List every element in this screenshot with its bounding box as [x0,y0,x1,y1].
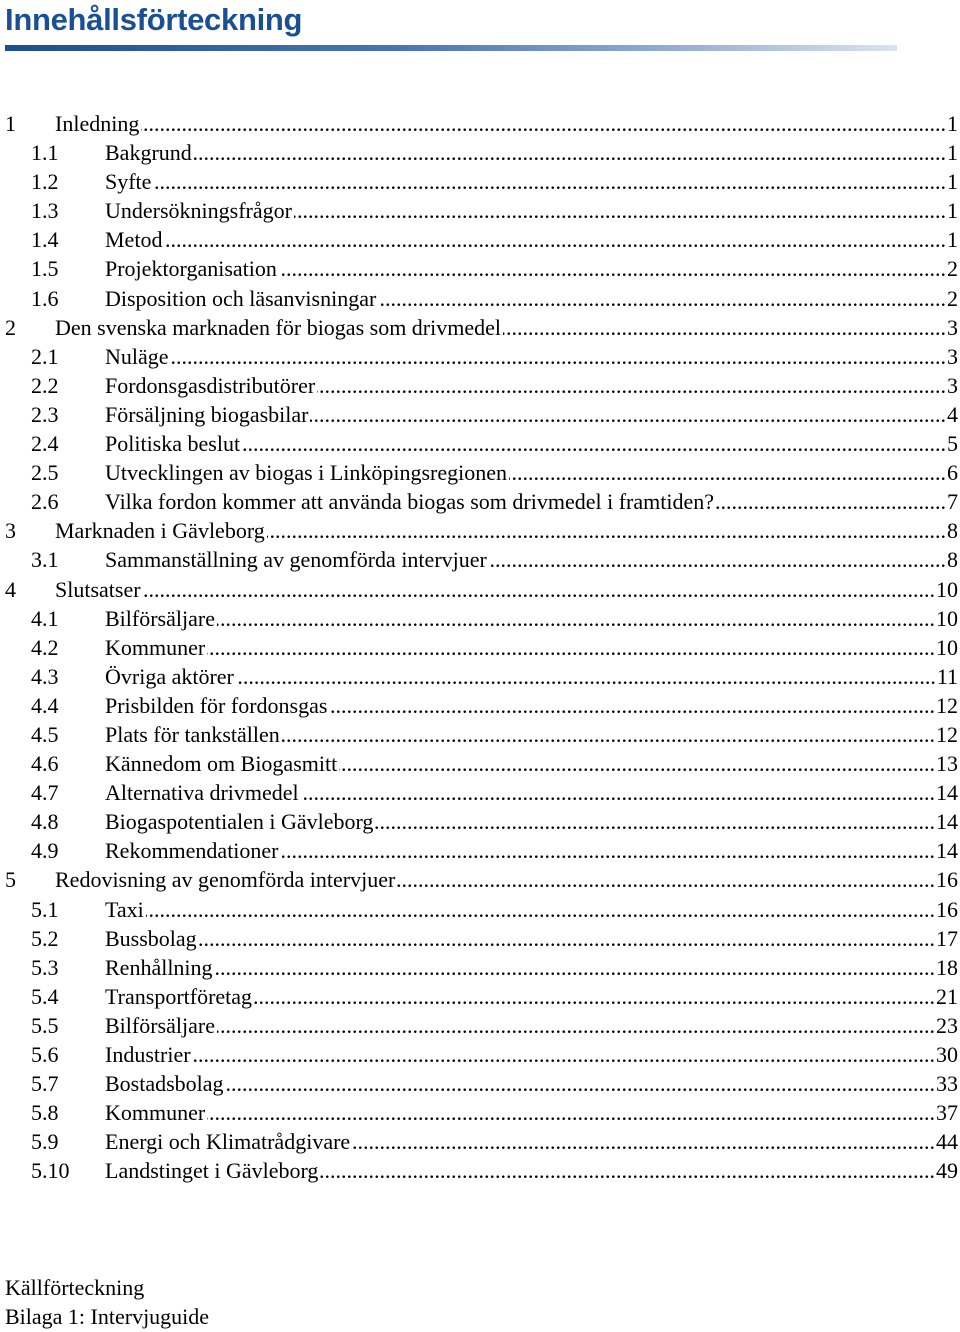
toc-entry-number: 1.4 [31,227,59,253]
toc-entry-title[interactable]: Slutsatser [55,576,141,602]
toc-entry-page: 1 [947,227,958,253]
toc-entry[interactable] [0,953,960,982]
toc-entry-page: 8 [947,518,958,544]
toc-entry-number: 1.6 [31,285,59,311]
toc-entry-page: 14 [936,809,958,835]
toc-dot-leader [226,1069,935,1098]
toc-dot-leader [489,545,946,574]
toc-entry[interactable] [0,749,960,778]
toc-dot-leader [207,633,935,662]
toc-dot-leader [217,604,935,633]
toc-dot-leader [281,836,935,865]
toc-entry-page: 13 [936,751,958,777]
toc-dot-leader [503,313,946,342]
toc-dot-leader [141,109,946,138]
toc-entry-number: 4.1 [31,605,59,631]
toc-entry-title[interactable]: Inledning [55,111,140,136]
toc-entry-page: 3 [947,314,958,340]
toc-entry[interactable] [0,138,960,167]
toc-dot-leader [143,575,935,604]
toc-entry-page: 2 [947,285,958,311]
toc-entry-title[interactable]: Fordonsgasdistributörer [105,372,316,398]
toc-dot-leader [153,167,946,196]
toc-entry-title[interactable]: Energi och Klimatrådgivare [105,1129,351,1155]
toc-entry[interactable] [0,429,960,458]
toc-entry-number: 4.6 [31,751,59,777]
toc-entry-title[interactable]: Nuläge [105,343,169,369]
toc-entry-number: 4 [5,576,16,602]
toc-entry-page: 1 [947,140,958,166]
toc-entry[interactable] [0,516,960,545]
toc-entry[interactable] [0,196,960,225]
toc-entry-title[interactable]: Kännedom om Biogasmitt [105,751,338,777]
toc-entry[interactable] [0,109,960,138]
toc-entry-number: 1 [5,111,16,136]
toc-entry[interactable] [0,225,960,254]
toc-entry-title[interactable]: Redovisning av genomförda intervjuer [55,867,396,893]
toc-entry-page: 2 [947,256,958,282]
toc-entry-title[interactable]: Vilka fordon kommer att använda biogas som drivmedel i framtiden? [105,489,715,515]
toc-entry[interactable] [0,1127,960,1156]
toc-entry-page: 37 [936,1100,958,1126]
toc-entry-number: 3.1 [31,547,59,573]
toc-dot-leader [375,807,935,836]
toc-entry-title[interactable]: Syfte [105,169,152,195]
toc-entry-number: 4.2 [31,634,59,660]
toc-dot-leader [279,254,946,283]
toc-entry-title[interactable]: Taxi [105,896,144,922]
toc-dot-leader [217,1011,935,1040]
toc-dot-leader [164,225,946,254]
toc-entry-number: 2 [5,314,16,340]
toc-entry-number: 2.1 [31,343,59,369]
toc-dot-leader [301,778,935,807]
appendix-entry[interactable]: Bilaga 1: Intervjuguide [5,1304,210,1329]
toc-entry-page: 3 [947,343,958,369]
toc-entry-page: 4 [947,401,958,427]
toc-entry-number: 2.5 [31,460,59,486]
toc-entry-title[interactable]: Den svenska marknaden för biogas som drivmedel [55,314,501,340]
references-entry[interactable]: Källförteckning [5,1275,145,1300]
toc-entry[interactable] [0,895,960,924]
toc-entry-title[interactable]: Metod [105,227,163,253]
toc-entry-page: 10 [936,634,958,660]
toc-entry-page: 18 [936,954,958,980]
toc-entry-page: 44 [936,1129,958,1155]
toc-entry[interactable] [0,284,960,313]
toc-dot-leader [378,284,946,313]
toc-entry-title[interactable]: Disposition och läsanvisningar [105,285,377,311]
toc-entry-number: 1.1 [31,140,59,166]
toc-entry[interactable] [0,1011,960,1040]
toc-entry-title[interactable]: Bilförsäljare [105,605,215,631]
toc-entry-number: 2.3 [31,401,59,427]
toc-entry-page: 5 [947,431,958,457]
toc-entry-number: 5.2 [31,925,59,951]
toc-entry-number: 4.5 [31,721,59,747]
toc-entry-title[interactable]: Kommuner [105,1100,206,1126]
toc-dot-leader [397,865,935,894]
toc-entry[interactable] [0,545,960,574]
toc-entry-title[interactable]: Marknaden i Gävleborg [55,518,265,544]
toc-entry-number: 5.1 [31,896,59,922]
toc-entry-page: 30 [936,1042,958,1067]
toc-entry[interactable] [0,778,960,807]
toc-entry-number: 2.6 [31,489,59,515]
toc-entry-page: 14 [936,838,958,864]
toc-entry-title[interactable]: Alternativa drivmedel [105,780,299,806]
toc-entry[interactable] [0,982,960,1011]
toc-entry-title[interactable]: Industrier [105,1042,191,1067]
toc-entry[interactable] [0,575,960,604]
toc-entry[interactable] [0,604,960,633]
toc-entry-page: 16 [936,867,958,893]
toc-entry-title[interactable]: Landstinget i Gävleborg [105,1158,319,1184]
toc-entry-title[interactable]: Bilförsäljare [105,1012,215,1038]
toc-entry-page: 10 [936,576,958,602]
toc-dot-leader [339,749,935,778]
toc-entry-title[interactable]: Bussbolag [105,925,197,951]
toc-dot-leader [509,458,946,487]
toc-entry[interactable] [0,807,960,836]
toc-dot-leader [242,429,946,458]
toc-dot-leader [199,924,935,953]
toc-entry[interactable] [0,720,960,749]
toc-entry-title[interactable]: Bakgrund [105,140,192,166]
toc-entry-title[interactable]: Biogaspotentialen i Gävleborg [105,809,374,835]
toc-entry-number: 5.3 [31,954,59,980]
toc-entry-number: 1.3 [31,198,59,224]
toc-entry-page: 1 [947,111,958,136]
toc-entry-title[interactable]: Projektorganisation [105,256,277,282]
toc-entry[interactable] [0,662,960,691]
toc-entry-title[interactable]: Transportföretag [105,983,253,1009]
toc-entry-number: 4.7 [31,780,59,806]
toc-entry[interactable] [0,371,960,400]
toc-entry-number: 4.4 [31,692,59,718]
toc-entry-number: 5.8 [31,1100,59,1126]
toc-entry-number: 1.2 [31,169,59,195]
toc-entry-title[interactable]: Renhållning [105,954,213,980]
toc-dot-leader [310,400,946,429]
toc-entry-title[interactable]: Bostadsbolag [105,1071,224,1097]
toc-entry-page: 1 [947,169,958,195]
toc-entry-page: 3 [947,372,958,398]
toc-entry-page: 1 [947,198,958,224]
toc-entry-number: 5.10 [31,1158,70,1184]
toc-entry-page: 17 [936,925,958,951]
toc-entry-page: 33 [936,1071,958,1097]
toc-entry-number: 4.3 [31,663,59,689]
toc-entry[interactable] [0,167,960,196]
toc-entry-page: 23 [936,1012,958,1038]
table-of-contents [0,109,960,1185]
toc-entry-number: 4.8 [31,809,59,835]
toc-dot-leader [320,1156,935,1185]
toc-dot-leader [146,895,935,924]
toc-entry[interactable] [0,633,960,662]
toc-entry-title[interactable]: Övriga aktörer [105,663,234,689]
toc-entry[interactable] [0,691,960,720]
toc-entry-number: 2.2 [31,372,59,398]
toc-dot-leader [207,1098,935,1127]
toc-entry-title[interactable]: Plats för tankställen [105,721,280,747]
toc-entry-number: 4.9 [31,838,59,864]
toc-entry-page: 49 [936,1158,958,1184]
toc-entry-page: 8 [947,547,958,573]
toc-dot-leader [254,982,935,1011]
toc-entry-number: 5.7 [31,1071,59,1097]
toc-dot-leader [716,487,946,516]
toc-dot-leader [193,1040,935,1069]
page-title: Innehållsförteckning [5,2,303,37]
toc-entry-number: 5.9 [31,1129,59,1155]
toc-entry-page: 6 [947,460,958,486]
toc-entry-title[interactable]: Försäljning biogasbilar [105,401,309,427]
toc-entry[interactable] [0,836,960,865]
toc-dot-leader [236,662,936,691]
toc-entry[interactable] [0,924,960,953]
toc-entry[interactable] [0,342,960,371]
toc-entry-number: 5 [5,867,16,893]
toc-entry[interactable] [0,1069,960,1098]
toc-entry-title[interactable]: Sammanställning av genomförda intervjuer [105,547,487,573]
toc-dot-leader [329,691,935,720]
toc-dot-leader [171,342,946,371]
toc-entry[interactable] [0,1156,960,1185]
toc-entry-number: 3 [5,518,16,544]
toc-entry-page: 12 [936,721,958,747]
toc-entry-title[interactable]: Prisbilden för fordonsgas [105,692,328,718]
title-underline-rule [5,45,897,51]
toc-entry[interactable] [0,254,960,283]
toc-entry-page: 10 [936,605,958,631]
toc-entry[interactable] [0,487,960,516]
toc-entry-number: 2.4 [31,431,59,457]
toc-entry-number: 1.5 [31,256,59,282]
toc-entry-page: 11 [936,663,958,689]
toc-entry-page: 14 [936,780,958,806]
toc-entry[interactable] [0,313,960,342]
toc-entry-page: 12 [936,692,958,718]
toc-dot-leader [215,953,935,982]
toc-entry[interactable] [0,1040,960,1069]
toc-dot-leader [317,371,946,400]
toc-entry-number: 5.6 [31,1042,59,1067]
toc-entry-number: 5.5 [31,1012,59,1038]
toc-dot-leader [294,196,946,225]
toc-entry-page: 7 [947,489,958,515]
toc-entry[interactable] [0,865,960,894]
toc-entry-title[interactable]: Politiska beslut [105,431,241,457]
toc-dot-leader [282,720,935,749]
toc-entry-title[interactable]: Utvecklingen av biogas i Linköpingsregionen [105,460,508,486]
toc-entry[interactable] [0,1098,960,1127]
toc-entry-number: 5.4 [31,983,59,1009]
toc-entry[interactable] [0,458,960,487]
toc-entry[interactable] [0,400,960,429]
toc-entry-page: 21 [936,983,958,1009]
toc-dot-leader [267,516,946,545]
toc-entry-title[interactable]: Undersökningsfrågor [105,198,292,224]
toc-dot-leader [194,138,946,167]
toc-entry-title[interactable]: Rekommendationer [105,838,279,864]
toc-dot-leader [352,1127,935,1156]
toc-entry-title[interactable]: Kommuner [105,634,206,660]
toc-entry-page: 16 [936,896,958,922]
